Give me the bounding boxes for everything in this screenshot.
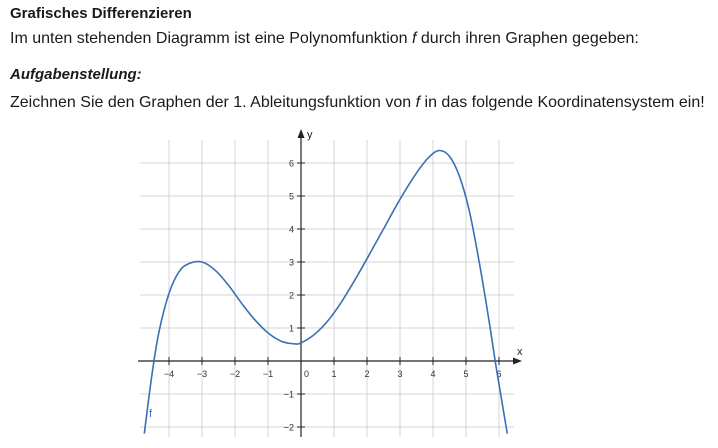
y-tick-label: −1: [283, 389, 294, 400]
intro-function-name: f: [412, 30, 417, 47]
y-tick-label: 3: [288, 257, 294, 268]
x-tick-label: 2: [364, 369, 370, 379]
y-tick-label: −2: [283, 422, 294, 433]
series-label-f: f: [149, 408, 153, 420]
grid: [140, 140, 514, 437]
series-line-f: [144, 151, 507, 434]
x-tick-label: −2: [229, 369, 241, 379]
page-title: Grafisches Differenzieren: [10, 5, 192, 22]
y-axis-arrow: [298, 129, 305, 138]
intro-after: durch ihren Graphen gegeben:: [416, 30, 639, 47]
x-axis-label: x: [517, 346, 523, 358]
x-tick-label: −4: [163, 369, 175, 379]
x-tick-label: −3: [196, 369, 208, 379]
y-tick-label: 1: [288, 323, 294, 334]
x-tick-label: 3: [397, 369, 403, 379]
task-before: Zeichnen Sie den Graphen der 1. Ableitungsfunktion von: [10, 94, 416, 111]
curves: [144, 151, 507, 434]
x-tick-label: −1: [262, 369, 274, 379]
y-tick-label: 4: [288, 224, 294, 235]
x-tick-label: 4: [430, 369, 436, 379]
y-tick-label: 5: [288, 191, 294, 202]
task-function-name: f: [415, 94, 421, 111]
y-axis-label: y: [307, 129, 313, 141]
y-tick-label: 2: [288, 290, 294, 301]
x-tick-label: 5: [463, 369, 469, 379]
task-heading: Aufgabenstellung:: [10, 66, 142, 83]
y-tick-label: 6: [288, 158, 294, 169]
axes: [138, 129, 523, 437]
x-tick-label: 1: [331, 369, 337, 379]
intro-before: Im unten stehenden Diagramm ist eine Polynomfunktion: [10, 30, 412, 47]
x-tick-label: 0: [304, 369, 310, 379]
task-after: in das folgende Koordinatensystem ein!: [420, 94, 705, 111]
x-tick-label: 6: [496, 369, 502, 379]
x-axis-arrow: [513, 358, 522, 365]
